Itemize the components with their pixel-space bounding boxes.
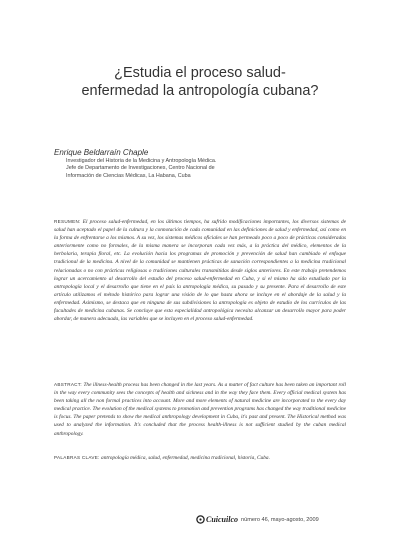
abstract-label: ABSTRACT:	[54, 382, 82, 387]
abstract-text: The illness-health process has been changed in the last years. As a matter of fact culture has been taken an important roll in the way every community sees the concepts of health and sickness and in the way they face them. Every official medical system has been taking all the non formal practices into account. More and more elements of natural medicine are incorporated to the every day medical practice. The evolution of the medical systems to promotion and prevention programs has changed the way traditional medicine is focus. The paper pretends to show the medical anthropology development in Cuba, it's past and present. The Historical method was used to analyzed the information. It's concluded that the process health-illness is not sufficient studied by the cuban medical anthropology.	[54, 382, 346, 437]
author-affiliation-line: Información de Ciencias Médicas, La Habana, Cuba	[66, 172, 191, 179]
keywords-text: antropología médica, salud, enfermedad, medicina tradicional, historia, Cuba.	[101, 455, 270, 461]
journal-logo-icon	[196, 515, 205, 524]
abstract-paragraph	[54, 381, 346, 438]
journal-logo	[196, 515, 238, 524]
page-footer	[196, 515, 319, 524]
author-name: Enrique Beldarraín Chaple	[54, 148, 149, 157]
keywords-label: PALABRAS CLAVE:	[54, 455, 100, 460]
author-affiliation-line: Jefe de Departamento de Investigaciones, Centro Nacional de	[66, 165, 215, 172]
title-line-2: enfermedad la antropología cubana?	[81, 83, 319, 99]
resumen-text: El proceso salud-enfermedad, en los últimos tiempos, ha sufrido modificaciones importantes, los diversos sistemas de salud han aceptado el papel de la cultura y la connotación de cada comunidad en las definiciones de salud y enfermedad, así como en la forma de enfrentarse a los mismos. A su vez, los sistemas médicos oficiales se han permeado poco a poco de prácticas consideradas anteriormente como no formales, de la misma manera se incorporan cada vez más, a la práctica del médico, elementos de la herbolaria, terapia floral, etc. La evolución hacia los programas de promoción y prevención de salud han cambiado el enfoque tradicional de la medicina. A nivel de la comunidad se mantienen prácticas de sanación correspondientes a la medicina tradicional relacionadas o no con prácticas religiosas o tradiciones culturales transmitidas desde siglos anteriores. En este trabajo pretendemos lograr un acercamiento al desarrollo del estudio del proceso salud-enfermedad en Cuba, y si el mismo ha sido estudiado por la antropología local y el desarrollo que tiene en el país la antropología médica, su pasado y su presente. Para el desarrollo de este artículo utilizamos el método histórico para lograr una visión de lo que hasta ahora se incluye en el abordaje de la salud y la enfermedad. Asimismo, se destaca que en ninguna de sus subdivisiones la antropología es objeto de estudio de los currículos de las facultades de medicina cubanas. Se concluye que esta especialidad antropológica necesita alcanzar un desarrollo mayor para poder abordar, de manera adecuada, las variables que se incluyen en el proceso salud-enfermedad.	[54, 219, 346, 323]
author-block	[54, 148, 344, 180]
article-title	[40, 64, 360, 100]
resumen-paragraph	[54, 218, 346, 323]
footer-issue-text: número 46, mayo-agosto, 2009	[241, 516, 319, 523]
resumen-label: RESUMEN:	[54, 219, 81, 224]
author-affiliation-line: Investigador del Historia de la Medicina y Antropología Médica.	[66, 158, 217, 164]
title-line-1: ¿Estudia el proceso salud-	[114, 65, 286, 81]
journal-logo-text: Cuicuilco	[206, 515, 239, 524]
keywords-paragraph	[54, 454, 346, 462]
